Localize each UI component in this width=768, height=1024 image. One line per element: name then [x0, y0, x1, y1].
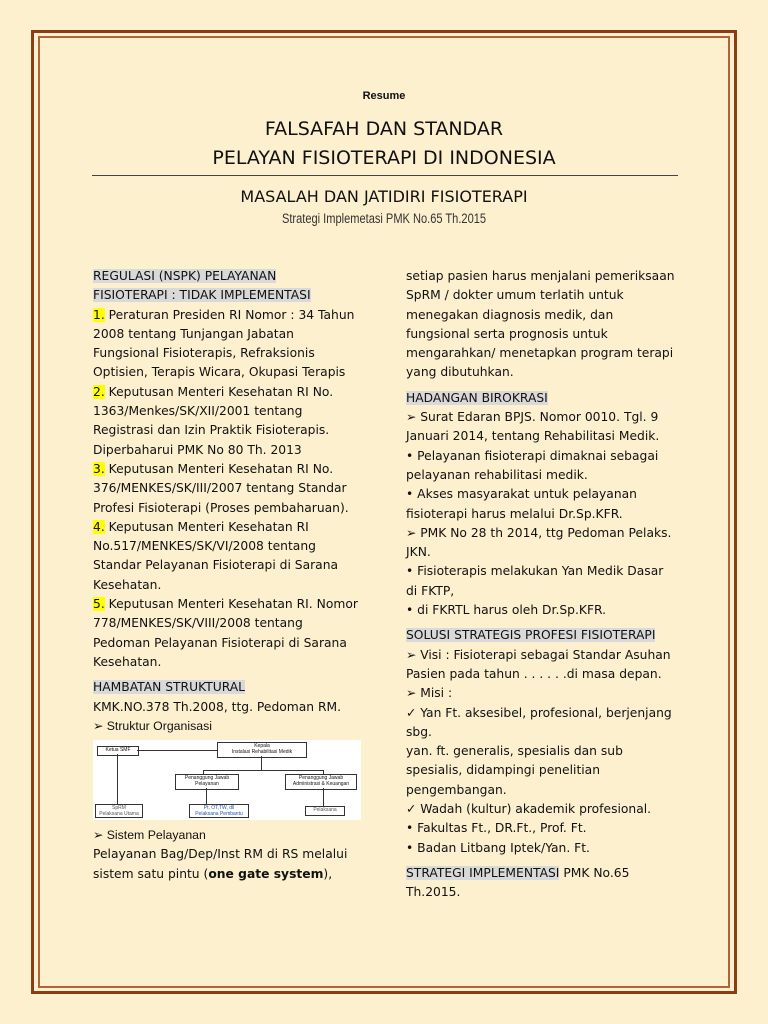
subtitle: Strategi Implemetasi PMK No.65 Th.2015: [281, 211, 487, 226]
section-heading: MASALAH DAN JATIDIRI FISIOTERAPI: [240, 187, 528, 206]
hadangan-title: HADANGAN BIROKRASI: [406, 390, 548, 405]
list-item: ➢ Visi : Fisioterapi sebagai Standar Asuhan Pasien pada tahun . . . . . .di masa depan.: [406, 647, 671, 681]
org-pt: Pt, OT,TW, dll Pelaksana Pembantu: [189, 804, 249, 818]
title-divider: [92, 175, 678, 176]
kmk-line: KMK.NO.378 Th.2008, ttg. Pedoman RM.: [93, 699, 342, 714]
org-pelaksana: Pelaksana: [305, 806, 345, 816]
struktur-organisasi-label: ➢ Struktur Organisasi: [93, 718, 212, 733]
org-sprm: SpRM Pelaksana Utama: [95, 804, 143, 818]
org-kepala: Kepala Instalasi Rehabilitasi Medik: [217, 742, 307, 758]
list-item: ✓ Yan Ft. aksesibel, profesional, berjenjang sbg.: [406, 705, 672, 739]
regulasi-title-a: REGULASI (NSPK) PELAYANAN: [93, 269, 277, 283]
regulation-item: 1. Peraturan Presiden RI Nomor : 34 Tahun 2008 tentang Tunjangan Jabatan Fungsional Fisioterapis, Refraksionis Optisien, Terapis Wicara, Okupasi Terapis: [93, 307, 355, 380]
sistem-pelayanan-label: ➢ Sistem Pelayanan: [93, 828, 206, 843]
list-item: ✓ Wadah (kultur) akademik profesional.: [406, 802, 652, 817]
org-pj-pelayanan: Penanggung Jawab Pelayanan: [175, 774, 239, 790]
intro-text: setiap pasien harus menjalani pemeriksaan SpRM / dokter umum terlatih untuk menegakan diagnosis medik, dan fungsional serta prognosis untuk mengarahkan/ menetapkan program terapi yang dibutuhkan.: [406, 269, 675, 380]
resume-label: Resume: [362, 90, 406, 102]
page-title-line1: FALSAFAH DAN STANDAR: [264, 118, 504, 140]
strategi-implementasi: STRATEGI IMPLEMENTASI PMK No.65 Th.2015.: [406, 865, 630, 900]
regulation-item: 4. Keputusan Menteri Kesehatan RI No.517/MENKES/SK/VI/2008 tentang Standar Pelayanan Fisioterapi di Sarana Kesehatan.: [93, 519, 339, 592]
solusi-title: SOLUSI STRATEGIS PROFESI FISIOTERAPI: [406, 628, 656, 643]
regulation-item: 3. Keputusan Menteri Kesehatan RI No. 376/MENKES/SK/III/2007 tentang Standar Profesi Fisioterapi (Proses pembaharuan).: [93, 461, 349, 515]
left-column: [93, 267, 358, 884]
list-item: • Fakultas Ft., DR.Ft., Prof. Ft.: [406, 821, 587, 836]
org-chart: [93, 740, 361, 820]
list-item: ➢ Misi :: [406, 686, 453, 701]
org-pj-admin: Penanggung Jawab Administrasi & Keuangan: [285, 774, 357, 790]
list-item: ➢ PMK No 28 th 2014, ttg Pedoman Pelaks. JKN.: [406, 525, 672, 560]
list-item: yan. ft. generalis, spesialis dan sub spesialis, didampingi penelitian pengembangan.: [406, 744, 623, 797]
right-column: [406, 267, 678, 903]
list-item: • Badan Litbang Iptek/Yan. Ft.: [406, 840, 590, 855]
org-ketua: Ketua SMF: [97, 746, 139, 756]
list-item: ➢ Surat Edaran BPJS. Nomor 0010. Tgl. 9 Januari 2014, tentang Rehabilitasi Medik.: [406, 410, 660, 444]
list-item: • di FKRTL harus oleh Dr.Sp.KFR.: [406, 603, 607, 618]
hambatan-title: HAMBATAN STRUKTURAL: [93, 680, 246, 695]
regulation-item: 5. Keputusan Menteri Kesehatan RI. Nomor 778/MENKES/SK/VIII/2008 tentang Pedoman Pelayanan Fisioterapi di Sarana Kesehatan.: [93, 597, 358, 669]
regulasi-title-b: FISIOTERAPI : TIDAK IMPLEMENTASI: [93, 288, 311, 303]
list-item: • Pelayanan fisioterapi dimaknai sebagai pelayanan rehabilitasi medik.: [406, 448, 659, 482]
page-title-line2: PELAYAN FISIOTERAPI DI INDONESIA: [212, 147, 556, 169]
list-item: • Akses masyarakat untuk pelayanan fisioterapi harus melalui Dr.Sp.KFR.: [406, 487, 637, 521]
sistem-pelayanan-text: Pelayanan Bag/Dep/Inst RM di RS melalui sistem satu pintu (one gate system),: [93, 847, 348, 881]
list-item: • Fisioterapis melakukan Yan Medik Dasar di FKTP,: [406, 564, 664, 598]
regulation-item: 2. Keputusan Menteri Kesehatan RI No. 1363/Menkes/SK/XII/2001 tentang Registrasi dan Izin Praktik Fisioterapis. Diperbaharui PMK No 80 Th. 2013: [93, 384, 334, 457]
